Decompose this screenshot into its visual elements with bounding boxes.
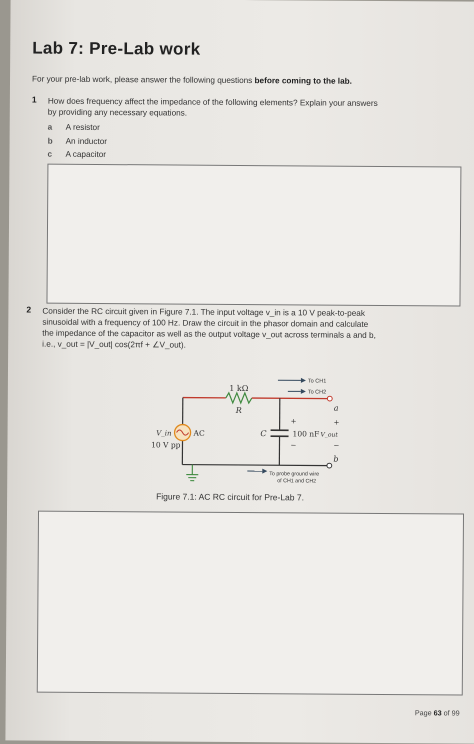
page-current: 63 xyxy=(434,708,442,717)
vout-plus: + xyxy=(334,419,340,427)
page-title: Lab 7: Pre-Lab work xyxy=(32,39,200,60)
question-1-number: 1 xyxy=(32,95,37,105)
terminal-b xyxy=(327,463,332,468)
probe-ground-label-1: To probe ground wire xyxy=(269,471,319,477)
source-value: 10 V pp xyxy=(151,440,181,449)
question-1-line-1: How does frequency affect the impedance of the following elements? Explain your answers xyxy=(48,96,468,110)
resistor-value: 1 kΩ xyxy=(229,384,249,393)
document-page xyxy=(5,0,474,744)
vout-label: V_out xyxy=(321,432,339,439)
question-2-line-1: Consider the RC circuit given in Figure 7.1. The input voltage v_in is a 10 V peak-to-peak xyxy=(42,306,472,320)
terminal-b-label: b xyxy=(333,455,338,464)
wire-bottom xyxy=(182,465,329,466)
question-2-line-2: sinusoidal with a frequency of 100 Hz. Draw the circuit in the phasor domain and calculate xyxy=(42,317,472,331)
intro-bold: before coming to the lab. xyxy=(255,76,352,86)
arrow-ch2-head xyxy=(301,389,306,394)
terminal-a xyxy=(327,396,332,401)
item-text: An inductor xyxy=(66,137,107,146)
to-ch1-label: To CH1 xyxy=(308,378,326,384)
vin-label: V_in xyxy=(156,429,172,437)
page-prefix: Page xyxy=(415,708,434,717)
item-letter: c xyxy=(47,150,65,159)
item-letter: b xyxy=(48,137,66,146)
item-text: A capacitor xyxy=(65,150,106,159)
answer-box-2[interactable] xyxy=(37,511,464,696)
capacitor-value: 100 nF xyxy=(293,429,320,438)
source-ac-label: AC xyxy=(193,429,205,438)
question-2-number: 2 xyxy=(26,304,31,314)
capacitor-minus: − xyxy=(290,441,296,449)
question-2-line-4: i.e., v_out = |V_out| cos(2πf + ∠V_out). xyxy=(42,339,472,353)
question-1-line-2: by providing any necessary equations. xyxy=(48,107,468,121)
vout-minus: − xyxy=(333,442,339,450)
figure-caption: Figure 7.1: AC RC circuit for Pre-Lab 7. xyxy=(156,491,304,502)
capacitor-label: C xyxy=(260,429,266,438)
question-2-line-3: the impedance of the capacitor as well as the output voltage v_out across terminals a and b, xyxy=(42,328,472,342)
item-text: A resistor xyxy=(66,123,100,132)
arrow-ground-head xyxy=(262,469,267,474)
arrow-ch1-head xyxy=(301,378,306,383)
probe-ground-label-2: of CH1 and CH2 xyxy=(277,478,316,484)
page-number xyxy=(415,708,460,717)
terminal-a-label: a xyxy=(334,404,339,413)
resistor-label: R xyxy=(235,406,242,415)
to-ch2-label: To CH2 xyxy=(308,389,326,395)
item-letter: a xyxy=(48,123,66,132)
wire-top-right xyxy=(252,398,330,399)
resistor-symbol xyxy=(226,393,252,403)
intro-prefix: For your pre-lab work, please answer the following questions xyxy=(32,75,255,86)
capacitor-plus: + xyxy=(291,417,297,425)
page-suffix: of 99 xyxy=(442,708,460,717)
